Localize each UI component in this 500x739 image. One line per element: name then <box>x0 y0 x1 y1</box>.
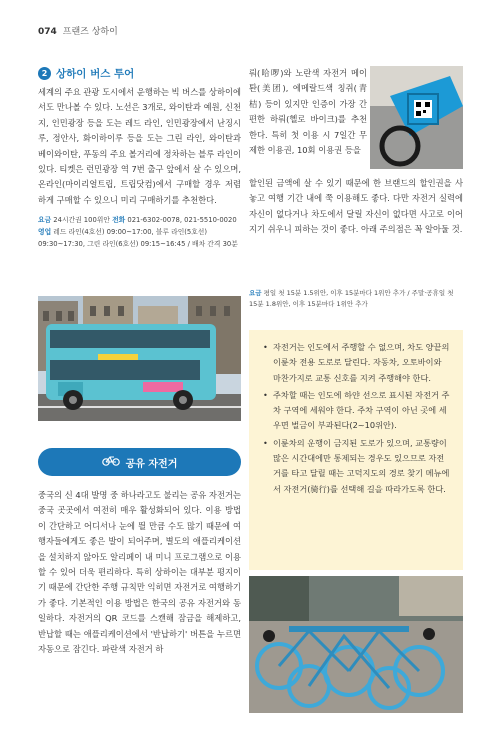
shared-bicycle-heading <box>38 448 241 476</box>
tip-item: • 주차할 때는 인도에 하얀 선으로 표시된 자전거 주차 구역에 세워야 한다. 주차 구역이 아닌 곳에 세우면 벌금이 부과된다(2~10위안). <box>263 388 451 434</box>
shared-bicycle-continued <box>249 66 367 158</box>
section-name: 프랜즈 상하이 <box>62 27 118 37</box>
shared-bicycle-body <box>38 488 241 657</box>
info-label-phone: 전화 <box>112 216 126 225</box>
section-number-badge: 2 <box>38 67 51 80</box>
info-label-fee: 요금 <box>38 216 52 225</box>
parked-bikes-photo <box>249 576 463 713</box>
bus-tour-section <box>38 66 241 250</box>
info-phone: 021-6302-0078, 021-5510-0020 <box>125 216 237 225</box>
fee-label: 요금 <box>249 289 262 297</box>
info-hours: 레드 라인(4호선) 09:00~17:00, 블루 라인(5호선) 09:30~17:30, 그린 라인(6호선) 09:15~16:45 / 배차 간격 30분 <box>38 228 238 249</box>
tip-item: • 이륜차의 운행이 금지된 도로가 있으며, 교통량이 많은 시간대에만 통제되는 경우도 있으므로 자전거를 타고 달릴 때는 고덕지도의 경로 찾기 메뉴에서 자전거(骑行)를 선택해 길을 따라가도록 한다. <box>263 436 451 497</box>
tips-box <box>249 330 463 570</box>
bicycle-icon <box>102 455 120 469</box>
bus-tour-info <box>38 214 241 250</box>
bus-tour-body: 세계의 주요 관광 도시에서 운행하는 빅 버스를 상하이에서도 만나볼 수 있다. 노선은 3개로, 와이탄과 예원, 신천지, 인민광장 등을 도는 레드 라인, 인민광장에서 난징시루, 정안사, 화이하이루 등을 도는 그린 라인, 와이탄과 베이와이탄, 푸동의 주요 볼거리에 정차하는 블루 라인이 있다. 티켓은 런민광장 역 7번 출구 앞에서 살 수 있으며, 온라인(마이리얼트립, 트립닷컴)에서 구매할 경우 저렴하게 구매할 수 있으니 미리 구매하기를 추천한다. <box>38 87 241 205</box>
shared-bicycle-label: 공유 자전거 <box>125 458 178 470</box>
bicycle-fee-info <box>249 288 463 310</box>
tip-item: • 자전거는 인도에서 주행할 수 없으며, 차도 양끝의 이륜차 전용 도로로 달린다. 자동차, 오토바이와 마찬가지로 교통 신호를 지켜 주행해야 한다. <box>263 340 451 386</box>
shared-bicycle-paragraph: 중국의 신 4대 발명 중 하나라고도 불리는 공유 자전거는 중국 곳곳에서 여전히 매우 활성화되어 있다. 이용 방법이 간단하고 어디서나 눈에 띌 만큼 수도 많기 때문에 여행자들에게도 좋은 발이 되어주며, 별도의 애플리케이션을 설치하지 않아도 알리페이 내 미니 프로그램으로 이용할 수 있어 더욱 편리하다. 특히 상하이는 대부분 평지이기 때문에 간단한 주행 규칙만 익히면 자전거로 여행하기가 좋다. 기본적인 이용 방법은 한국의 공유 자전거와 동일하다. 자전거의 QR 코드를 스캔해 잠금을 해제하고, 반납할 때는 애플리케이션에서 '반납하기' 버튼을 누르면 자동으로 잠긴다. 파란색 자전거 하 <box>38 490 241 655</box>
qr-bike-photo <box>370 66 463 169</box>
shared-bicycle-paragraph-3: 할인된 금액에 살 수 있기 때문에 한 브랜드의 할인권을 사놓고 여행 기간 내에 쭉 이용해도 좋다. 다만 자전거 실력에 자신이 없다거나 차도에서 달릴 자신이 없다면 사고로 이어지기 쉬우니 피하는 것이 좋다. 아래 주의점은 꼭 알아둘 것. <box>249 178 463 235</box>
shared-bicycle-continued-2 <box>249 176 463 238</box>
bus-tour-heading: 상하이 버스 투어 <box>56 68 135 80</box>
info-label-hours: 영업 <box>38 228 52 237</box>
page-number: 074 <box>38 27 57 37</box>
info-fee: 24시간권 100위안 <box>51 216 113 225</box>
page-header <box>38 24 118 37</box>
shared-bicycle-paragraph-2: 뤄(哈啰)와 노란색 자전거 메이퇀(美团), 에메랄드색 칭쥐(青桔) 등이 있지만 인증이 가장 간편한 하뤄(헬로 바이크)를 추천한다. 특히 첫 이용 시 7일간 무제한 이용권, 10회 이용권 등을 <box>249 68 367 156</box>
fee-text: 평일 첫 15분 1.5위안, 이후 15분마다 1위안 추가 / 주말·공휴일 첫 15분 1.8위안, 이후 15분마다 1위안 추가 <box>249 289 454 308</box>
bus-photo <box>38 296 241 421</box>
bus-tour-title <box>38 66 241 81</box>
